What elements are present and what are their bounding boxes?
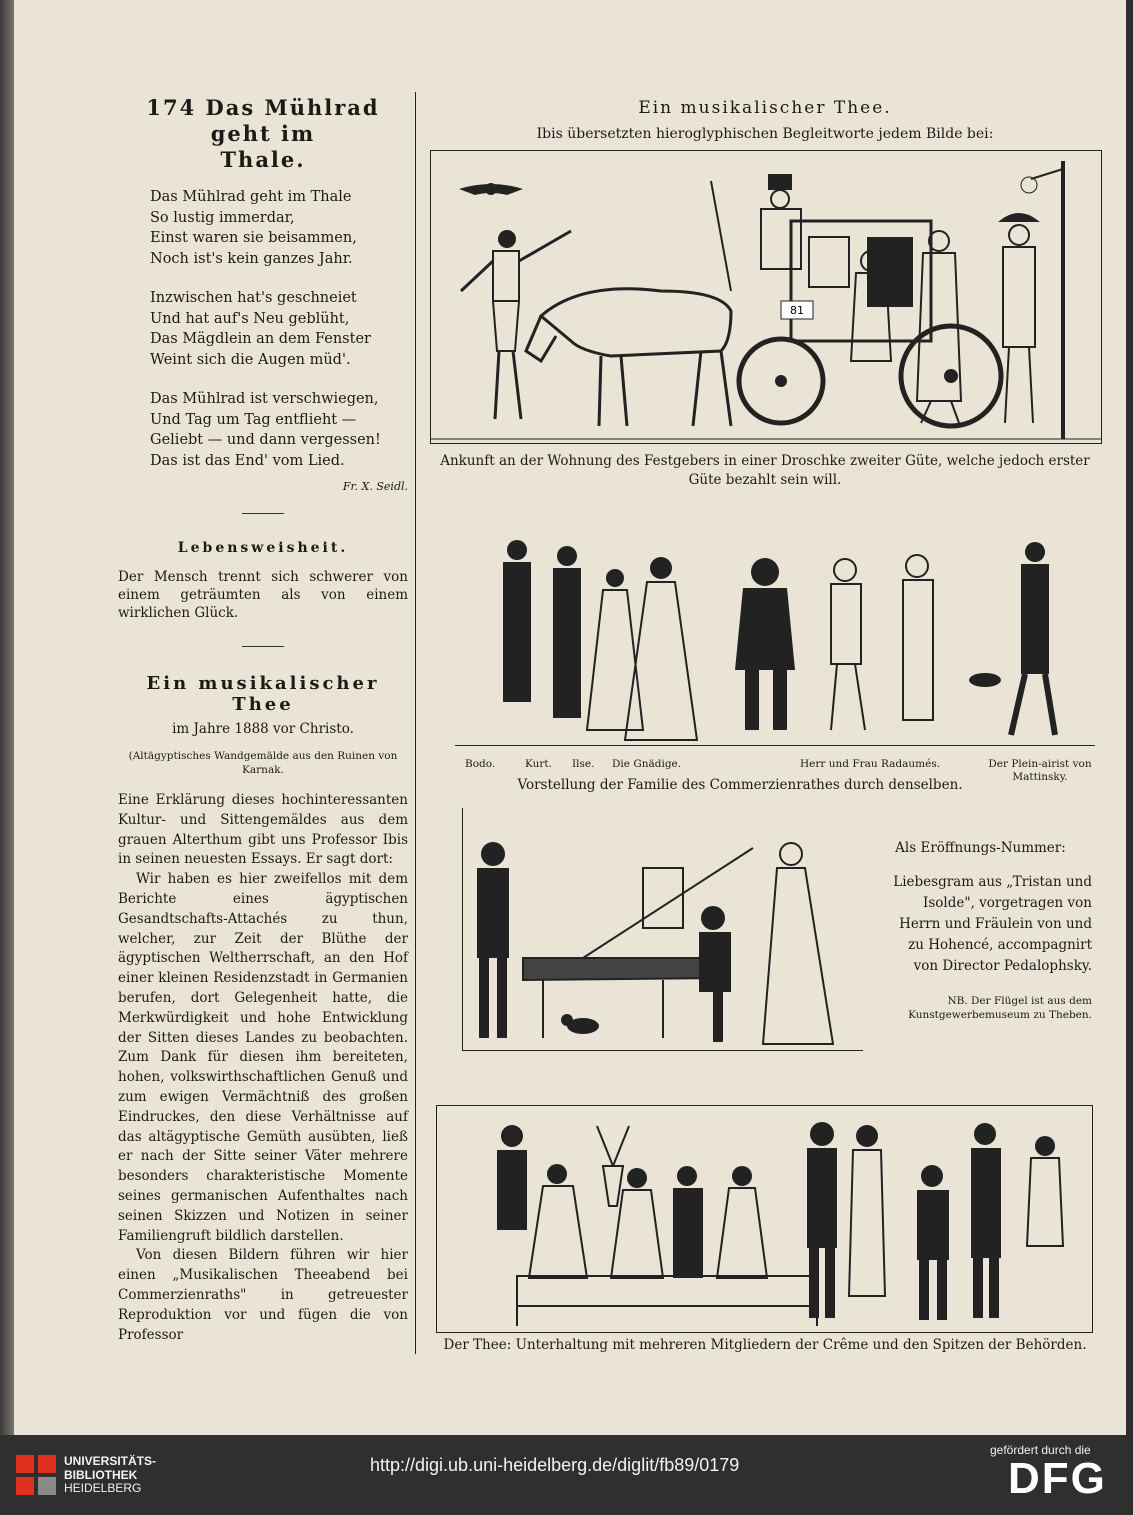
winged-sun-icon: [459, 183, 523, 195]
right-subtitle: Ibis übersetzten hieroglyphischen Begleitworte jedem Bilde bei:: [536, 126, 994, 142]
horse-figure: [526, 289, 731, 426]
cab-number: 81: [790, 304, 804, 317]
bench-figure: [517, 1276, 817, 1326]
poem: [150, 187, 408, 471]
painter-figure: [969, 542, 1055, 735]
poem-line: Das ist das End' vom Lied.: [150, 452, 345, 469]
article-subtitle: im Jahre 1888 vor Christo.: [172, 721, 354, 737]
commerzienrath-figure: [735, 558, 795, 730]
figure-name: Die Gnädige.: [612, 758, 682, 770]
opening-text: Liebesgram aus „Tristan und Isolde", vorgetragen von Herrn und Fräulein von und zu Hohencé, accompagnirt von Director Pedalophsky.: [893, 874, 1092, 974]
poem-line: Und Tag um Tag entflieht —: [150, 411, 357, 428]
illustration-introduction: [455, 530, 1095, 746]
introduction-drawing: [455, 530, 1095, 745]
arrival-drawing: [431, 151, 1101, 443]
figure-name: Ilse.: [572, 758, 595, 770]
street-lamp-icon: [1021, 161, 1063, 439]
stanza-2: [150, 288, 408, 370]
illustration-music: [462, 808, 863, 1051]
singer-lady-figure: [763, 843, 833, 1044]
poem-title-line2: Thale.: [220, 147, 306, 172]
illustration-tea: [436, 1105, 1093, 1333]
vase-icon: [597, 1126, 629, 1206]
poem-line: Geliebt — und dann vergessen!: [150, 432, 381, 448]
music-drawing: [463, 808, 863, 1050]
caption-tea: Der Thee: Unterhaltung mit mehreren Mitgliedern der Crême und den Spitzen der Behörden.: [443, 1337, 1087, 1353]
figure-name: Der Plein-airist von Mattinsky.: [988, 758, 1092, 783]
article-paragraph-2: Wir haben es hier zweifellos mit dem Berichte eines ägyptischen Gesandtschafts-Attachés zu thun, welcher, zur Zeit der Blüthe der ägyptischen Weltherrschaft, an den Hof einer kleinen Residenzstadt in Germanien berufen, dort Gelegenheit hatte, die Merkwürdigkeit und hohe Entwicklung der Sitten dieses Landes zu beobachten. Zum Dank für diesen ihm bereiteten, hohen, volkswirthschaftlichen Genuß und zum ewigen Vermächtniß des großen Eindruckes, den diese Verhältnisse auf das altägyptische Gemüth ausübten, ließ er nach der Sitte seiner Väter mehrere besonders charakteristische Momente seines germanischen Aufenthaltes nach seinen Skizzen und Notizen in seiner Familiengruft bildlich darstellen.: [118, 871, 408, 1244]
left-column: [118, 95, 408, 1345]
library-name-line: UNIVERSITÄTS-: [64, 1454, 157, 1468]
poem-line: Das Mägdlein an dem Fenster: [150, 331, 371, 347]
column-rule: [415, 92, 416, 1354]
standing-guests-figures: [807, 1122, 1063, 1320]
poem-author: Fr. X. Seidl.: [342, 480, 408, 493]
officer-figure: [1001, 214, 1037, 423]
divider: [242, 513, 284, 514]
illustration-arrival: [430, 150, 1102, 444]
wisdom-text: Der Mensch trennt sich schwerer von einem geträumten als von einem wirklichen Glück.: [118, 569, 408, 621]
article-paragraph-3: Von diesen Bildern führen wir hier einen „Musikalischen Theeabend bei Commerzienraths" in getreuester Reproduktion vor und fügen die von Professor: [118, 1247, 408, 1343]
divider: [242, 646, 284, 647]
right-title: Ein musikalischer Thee.: [638, 98, 892, 118]
figure-name: Herr und Frau Radaumés.: [800, 758, 941, 770]
poem-line: Inzwischen hat's geschneiet: [150, 290, 357, 306]
poem-line: Weint sich die Augen müd'.: [150, 351, 351, 368]
library-name: [64, 1455, 156, 1496]
poem-title: [118, 95, 408, 173]
article-paragraph-1: Eine Erklärung dieses hochinteressanten Kultur- und Sittengemäldes aus dem grauen Alterthum gibt uns Professor Ibis in seinen neuesten Essays. Er sagt dort:: [118, 792, 408, 868]
opening-label: Als Eröffnungs-Nummer:: [895, 840, 1066, 856]
pianist-figure: [699, 906, 731, 1042]
poem-line: Das Mühlrad ist verschwiegen,: [150, 391, 379, 407]
dfg-logo: DFG: [1008, 1454, 1107, 1503]
tea-drawing: [437, 1106, 1092, 1332]
seated-guests-figures: [497, 1125, 767, 1278]
article-title: Ein musikalischer Thee: [146, 673, 380, 715]
funding-label: gefördert durch die: [990, 1443, 1091, 1457]
poem-line: So lustig immerdar,: [150, 209, 295, 226]
stanza-3: [150, 389, 408, 471]
poem-line: Noch ist's kein ganzes Jahr.: [150, 250, 353, 267]
family-figures: [503, 540, 697, 740]
stanza-1: [150, 187, 408, 269]
caption-arrival: Ankunft an der Wohnung des Festgebers in einer Droschke zweiter Güte, welche jedoch erster Güte bezahlt sein will.: [440, 453, 1090, 488]
radaumes-couple-figures: [831, 555, 933, 730]
library-name-line: HEIDELBERG: [64, 1481, 142, 1495]
book-spine: [0, 0, 14, 1435]
figure-name: Bodo.: [465, 758, 496, 770]
singer-man-figure: [477, 842, 509, 1038]
article-source: (Altägyptisches Wandgemälde aus den Ruinen von Karnak.: [128, 750, 398, 776]
library-logo-icon: [16, 1455, 56, 1495]
poem-line: Einst waren sie beisammen,: [150, 230, 357, 246]
figure-name: Kurt.: [525, 758, 552, 770]
nb-note: NB. Der Flügel ist aus dem Kunstgewerbemuseum zu Theben.: [908, 995, 1092, 1021]
wisdom-title: Lebensweisheit.: [177, 540, 349, 556]
egyptian-servant-figure: [461, 230, 571, 419]
poem-line: Das Mühlrad geht im Thale: [150, 189, 352, 205]
poem-title-line1: 174 Das Mühlrad geht im: [146, 95, 380, 146]
page-url-link[interactable]: http://digi.ub.uni-heidelberg.de/diglit/fb89/0179: [370, 1455, 740, 1475]
library-name-line: BIBLIOTHEK: [64, 1467, 138, 1482]
poem-line: Und hat auf's Neu geblüht,: [150, 310, 350, 327]
caption-introduction: Vorstellung der Familie des Commerzienrathes durch denselben.: [517, 777, 963, 793]
dog-icon: [561, 1014, 599, 1034]
